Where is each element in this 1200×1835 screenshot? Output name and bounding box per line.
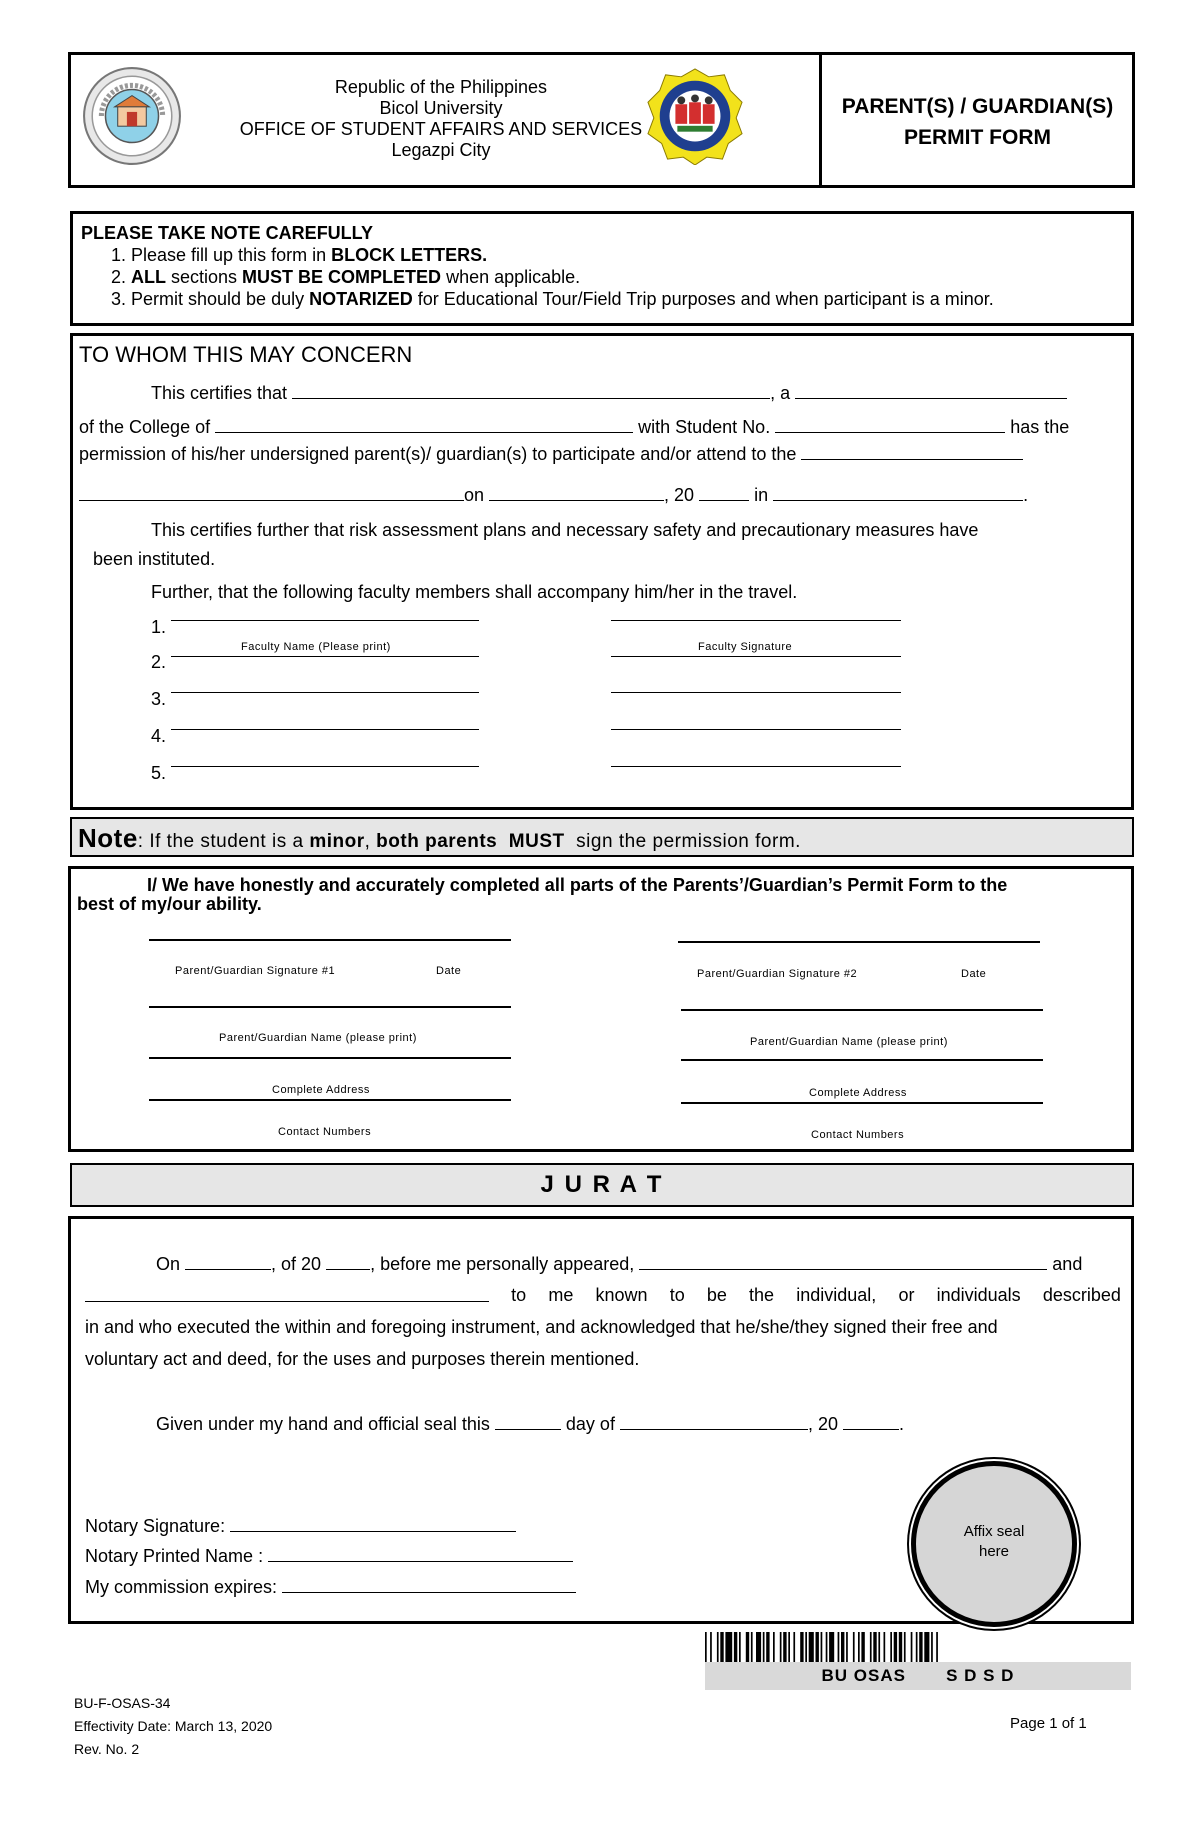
date-2-label: Date bbox=[961, 968, 987, 980]
minor-note-post: sign the permission form. bbox=[570, 831, 801, 852]
jurat-word-known: known bbox=[595, 1285, 648, 1305]
has-the-label: has the bbox=[1010, 417, 1070, 437]
effectivity-date: Effectivity Date: March 13, 2020 bbox=[74, 1718, 273, 1734]
header-divider bbox=[819, 55, 822, 185]
jurat-appearer-2-field[interactable] bbox=[85, 1285, 489, 1302]
instruction-2-bold-b: MUST BE COMPLETED bbox=[242, 267, 442, 287]
instructions-box bbox=[70, 211, 1134, 326]
parent-certification-section bbox=[68, 866, 1134, 1152]
jurat-word-individuals: individuals bbox=[936, 1285, 1021, 1305]
address-1-label: Complete Address bbox=[272, 1084, 370, 1096]
jurat-day-of-label: day of bbox=[565, 1414, 615, 1434]
date-1-label: Date bbox=[436, 965, 462, 977]
instructions-heading: PLEASE TAKE NOTE CAREFULLY bbox=[81, 223, 374, 243]
parent-signature-2-field[interactable] bbox=[678, 941, 1040, 943]
student-name-field[interactable] bbox=[292, 382, 770, 399]
certification-statement-1: I/ We have honestly and accurately completed all parts of the Parents’/Guardian’s Permit Form to the bbox=[147, 875, 1008, 895]
page-number: Page 1 of 1 bbox=[1010, 1715, 1087, 1732]
faculty-name-field-3[interactable] bbox=[171, 692, 479, 693]
concern-section bbox=[70, 333, 1134, 810]
contact-2-field[interactable] bbox=[681, 1102, 1043, 1104]
activity-venue-field[interactable] bbox=[773, 484, 1023, 501]
jurat-word-the: the bbox=[749, 1285, 775, 1305]
instruction-2-mid: sections bbox=[166, 267, 243, 287]
jurat-appearer-1-field[interactable] bbox=[639, 1253, 1047, 1270]
minor-note-bar bbox=[70, 817, 1134, 857]
institution-block bbox=[171, 77, 711, 161]
minor-comma: , bbox=[364, 831, 377, 852]
jurat-given-year-field[interactable] bbox=[843, 1413, 899, 1430]
activity-year-field[interactable] bbox=[699, 484, 749, 501]
instruction-3-bold: NOTARIZED bbox=[309, 289, 413, 309]
notary-name-field[interactable] bbox=[268, 1545, 573, 1562]
jurat-and-label: and bbox=[1052, 1254, 1083, 1274]
jurat-heading-bar bbox=[70, 1163, 1134, 1207]
revision-number: Rev. No. 2 bbox=[74, 1741, 140, 1757]
instruction-3-text: Permit should be duly bbox=[131, 289, 310, 309]
jurat-line-3: in and who executed the within and foregoing instrument, and acknowledged that he/she/they signed their free and bbox=[85, 1317, 998, 1337]
year-prefix-label: , 20 bbox=[664, 485, 695, 505]
instruction-item-3 bbox=[131, 288, 1123, 310]
permission-label: permission of his/her undersigned parent(s)/ guardian(s) to participate and/or attend to the bbox=[79, 444, 797, 464]
instruction-item-1 bbox=[131, 244, 1123, 266]
notary-name-line bbox=[85, 1545, 573, 1567]
instruction-item-2 bbox=[131, 266, 1123, 288]
student-no-label: with Student No. bbox=[638, 417, 771, 437]
jurat-section bbox=[68, 1216, 1134, 1624]
on-label: on bbox=[464, 485, 485, 505]
jurat-word-to-2: to bbox=[669, 1285, 685, 1305]
form-header bbox=[68, 52, 1135, 188]
jurat-line-1 bbox=[156, 1253, 1082, 1275]
further-line-3: Further, that the following faculty members shall accompany him/her in the travel. bbox=[151, 582, 798, 602]
osas-seal-icon bbox=[646, 67, 744, 165]
jurat-day-field[interactable] bbox=[185, 1253, 271, 1270]
certifies-label: This certifies that bbox=[151, 383, 288, 403]
jurat-given-period: . bbox=[899, 1414, 905, 1434]
document-footer bbox=[74, 1692, 272, 1761]
faculty-signature-field-1[interactable] bbox=[611, 620, 901, 621]
seal-text bbox=[916, 1522, 1072, 1562]
commission-line bbox=[85, 1576, 576, 1598]
form-title-line2: PERMIT FORM bbox=[904, 126, 1051, 149]
faculty-name-field-1[interactable] bbox=[171, 620, 479, 621]
jurat-given-20-label: , 20 bbox=[807, 1414, 838, 1434]
faculty-number-5: 5. bbox=[151, 763, 167, 783]
jurat-word-be: be bbox=[706, 1285, 727, 1305]
faculty-signature-field-5[interactable] bbox=[611, 766, 901, 767]
commission-label: My commission expires: bbox=[85, 1577, 278, 1597]
faculty-signature-field-3[interactable] bbox=[611, 692, 901, 693]
parent-signature-1-field[interactable] bbox=[149, 939, 511, 941]
jurat-line-4: voluntary act and deed, for the uses and purposes therein mentioned. bbox=[85, 1349, 640, 1369]
faculty-signature-field-4[interactable] bbox=[611, 729, 901, 730]
permission-line bbox=[79, 443, 1023, 465]
parent-name-2-field[interactable] bbox=[681, 1009, 1043, 1011]
jurat-word-individual: individual, bbox=[796, 1285, 877, 1305]
concern-heading: TO WHOM THIS MAY CONCERN bbox=[79, 342, 413, 367]
notary-name-label: Notary Printed Name : bbox=[85, 1546, 264, 1566]
faculty-name-label: Faculty Name (Please print) bbox=[241, 641, 391, 653]
faculty-number-3: 3. bbox=[151, 689, 167, 709]
address-2-field[interactable] bbox=[681, 1059, 1043, 1061]
faculty-signature-field-2[interactable] bbox=[611, 656, 901, 657]
parent-name-2-label: Parent/Guardian Name (please print) bbox=[750, 1036, 948, 1048]
note-word: Note bbox=[78, 823, 138, 853]
minor-word: minor bbox=[309, 831, 365, 852]
certifies-line bbox=[151, 382, 1067, 404]
form-title bbox=[823, 91, 1132, 153]
both-parents-word: both parents bbox=[376, 831, 498, 852]
activity-continued-field[interactable] bbox=[79, 484, 464, 501]
period-label: . bbox=[1023, 485, 1029, 505]
instruction-3-post: for Educational Tour/Field Trip purposes and when participant is a minor. bbox=[412, 289, 994, 309]
city-line: Legazpi City bbox=[391, 140, 491, 160]
barcode-label-left: BU OSAS bbox=[821, 1666, 906, 1685]
seal-text-line-2: here bbox=[978, 1543, 1010, 1560]
form-title-line1: PARENT(S) / GUARDIAN(S) bbox=[841, 95, 1114, 118]
year-level-field[interactable] bbox=[795, 382, 1067, 399]
jurat-given-label: Given under my hand and official seal this bbox=[156, 1414, 490, 1434]
jurat-of-20-label: , of 20 bbox=[271, 1254, 322, 1274]
faculty-number-4: 4. bbox=[151, 726, 167, 746]
jurat-word-me: me bbox=[548, 1285, 574, 1305]
faculty-name-field-5[interactable] bbox=[171, 766, 479, 767]
college-line bbox=[79, 416, 1069, 438]
jurat-on-label: On bbox=[156, 1254, 181, 1274]
notary-signature-field[interactable] bbox=[230, 1515, 516, 1532]
parent-signature-1-label: Parent/Guardian Signature #1 bbox=[175, 965, 336, 977]
jurat-appeared-label: , before me personally appeared, bbox=[370, 1254, 635, 1274]
jurat-line-2 bbox=[85, 1285, 1121, 1306]
jurat-word-or: or bbox=[898, 1285, 915, 1305]
must-word: MUST bbox=[508, 831, 565, 852]
address-1-field[interactable] bbox=[149, 1057, 511, 1059]
republic-line: Republic of the Philippines bbox=[334, 77, 548, 97]
jurat-given-month-field[interactable] bbox=[620, 1413, 808, 1430]
parent-signature-2-label: Parent/Guardian Signature #2 bbox=[697, 968, 858, 980]
certification-statement-2: best of my/our ability. bbox=[77, 894, 262, 914]
notary-seal-area bbox=[911, 1461, 1077, 1627]
address-2-label: Complete Address bbox=[809, 1087, 907, 1099]
minor-note-pre: : If the student is a bbox=[137, 831, 310, 852]
faculty-name-field-2[interactable] bbox=[171, 656, 479, 657]
instruction-2-bold-a: ALL bbox=[131, 267, 166, 287]
bicol-university-seal-icon bbox=[81, 65, 183, 167]
parent-name-1-field[interactable] bbox=[149, 1006, 511, 1008]
further-line-1: This certifies further that risk assessment plans and necessary safety and precautionary measures have bbox=[151, 520, 979, 540]
faculty-signature-label: Faculty Signature bbox=[698, 641, 793, 653]
contact-2-label: Contact Numbers bbox=[811, 1129, 905, 1141]
activity-field[interactable] bbox=[801, 443, 1023, 460]
college-field[interactable] bbox=[215, 416, 633, 433]
jurat-word-to: to bbox=[511, 1285, 527, 1305]
faculty-number-2: 2. bbox=[151, 652, 167, 672]
university-line: Bicol University bbox=[379, 98, 503, 118]
activity-date-field[interactable] bbox=[489, 484, 664, 501]
barcode-label bbox=[705, 1662, 1131, 1690]
parent-name-1-label: Parent/Guardian Name (please print) bbox=[219, 1032, 417, 1044]
activity-date-line bbox=[79, 484, 1028, 506]
barcode-icon bbox=[705, 1632, 1131, 1662]
instruction-1-bold: BLOCK LETTERS. bbox=[331, 245, 488, 265]
instruction-2-post: when applicable. bbox=[441, 267, 581, 287]
student-no-field[interactable] bbox=[775, 416, 1005, 433]
in-label: in bbox=[754, 485, 769, 505]
college-label: of the College of bbox=[79, 417, 211, 437]
office-line: OFFICE OF STUDENT AFFAIRS AND SERVICES bbox=[239, 119, 643, 139]
instruction-1-text: Please fill up this form in bbox=[131, 245, 332, 265]
notary-signature-line bbox=[85, 1515, 516, 1537]
faculty-name-field-4[interactable] bbox=[171, 729, 479, 730]
commission-field[interactable] bbox=[282, 1576, 576, 1593]
minor-note-text bbox=[78, 823, 801, 854]
jurat-given-day-field[interactable] bbox=[495, 1413, 561, 1430]
jurat-year-field[interactable] bbox=[326, 1253, 370, 1270]
jurat-given-line bbox=[156, 1413, 904, 1435]
comma-a-label: , a bbox=[770, 383, 791, 403]
jurat-word-described: described bbox=[1042, 1285, 1121, 1305]
faculty-number-1: 1. bbox=[151, 617, 167, 637]
notary-signature-label: Notary Signature: bbox=[85, 1516, 226, 1536]
barcode-label-right: S D S D bbox=[946, 1666, 1015, 1685]
jurat-heading: J U R A T bbox=[540, 1171, 664, 1198]
contact-1-field[interactable] bbox=[149, 1099, 511, 1101]
form-code: BU-F-OSAS-34 bbox=[74, 1695, 171, 1711]
seal-text-line-1: Affix seal bbox=[963, 1523, 1025, 1540]
contact-1-label: Contact Numbers bbox=[278, 1126, 372, 1138]
further-line-2: been instituted. bbox=[93, 549, 216, 569]
